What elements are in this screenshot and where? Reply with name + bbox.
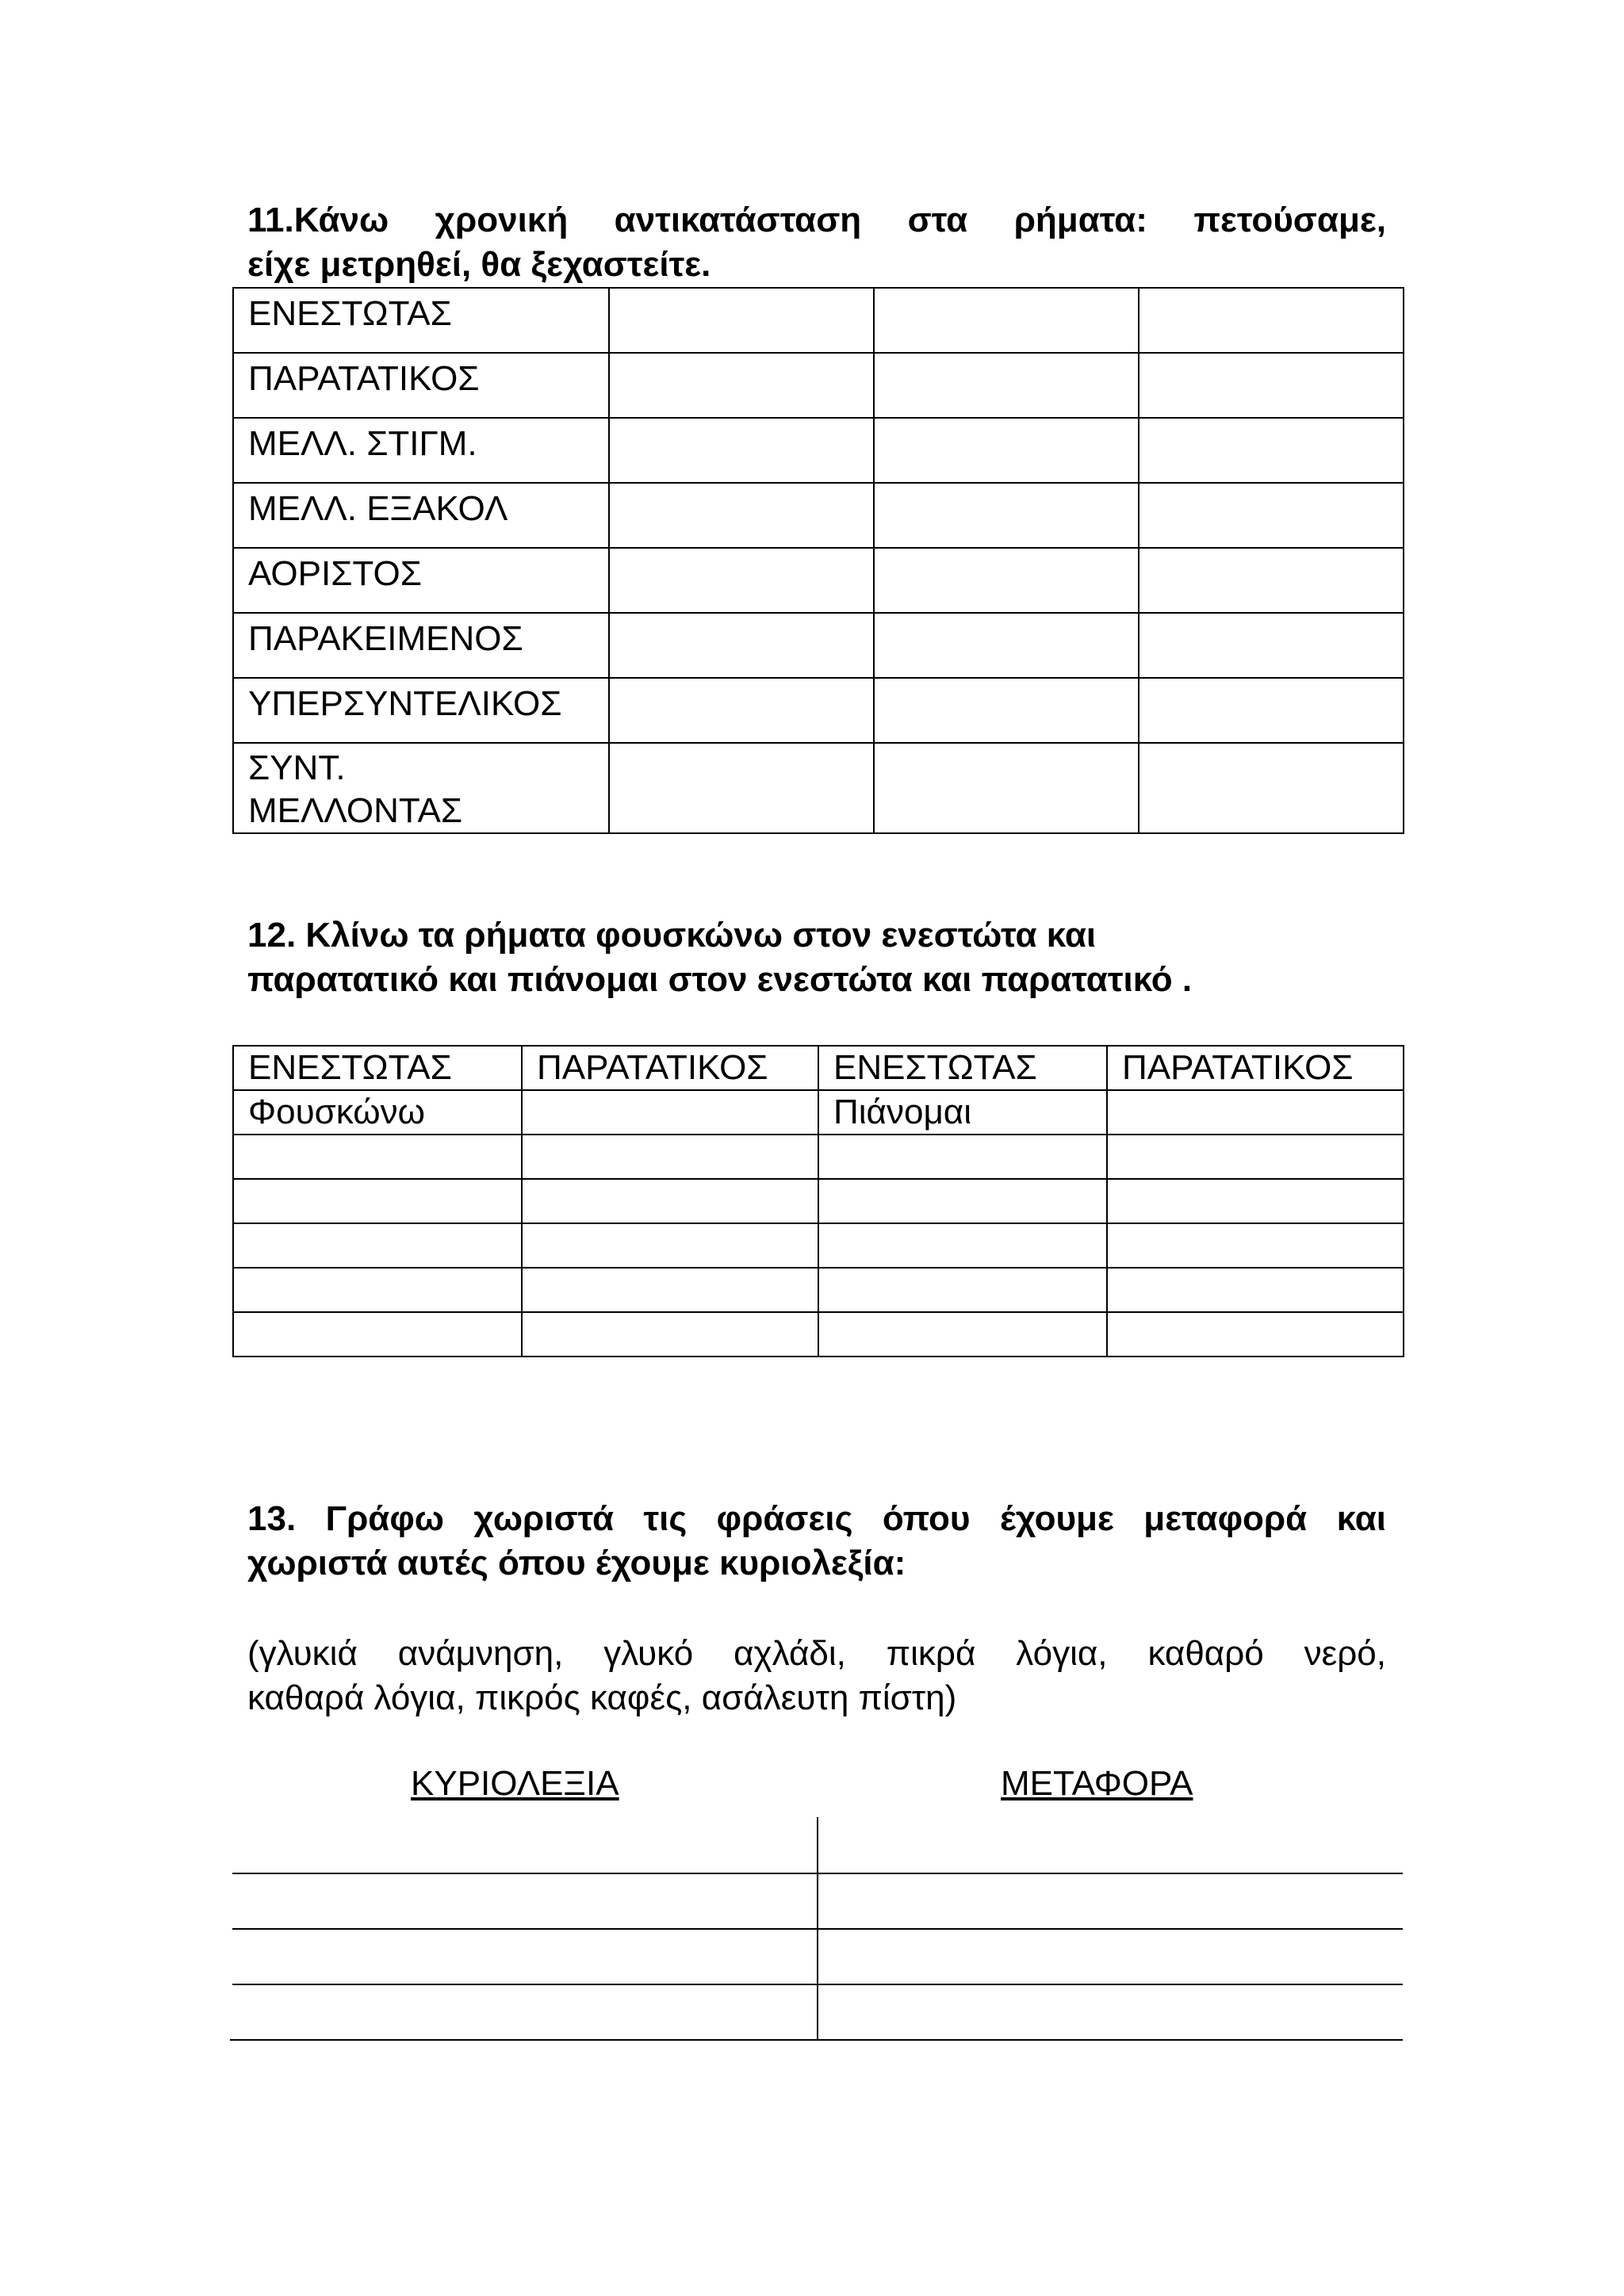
answer-cell[interactable] [1139, 613, 1404, 678]
metaphor-column-label: ΜΕΤΑΦΟΡΑ [1001, 1764, 1193, 1803]
table-row [233, 743, 1404, 833]
question-13-heading-line2: χωριστά αυτές όπου έχουμε κυριολεξία: [247, 1544, 906, 1582]
answer-cell[interactable] [874, 613, 1139, 678]
table-row [233, 1268, 1404, 1312]
answer-cell[interactable] [818, 1135, 1107, 1179]
column-header: ΕΝΕΣΤΩΤΑΣ [818, 1046, 1107, 1090]
answer-cell[interactable] [1139, 548, 1404, 613]
answer-cell[interactable] [1139, 678, 1404, 743]
question-11-heading-line2: είχε μετρηθεί, θα ξεχαστείτε. [247, 245, 711, 284]
answer-cell[interactable] [1139, 288, 1404, 353]
answer-cell[interactable] [1107, 1223, 1404, 1268]
table-row [233, 678, 1404, 743]
phrases-line2: καθαρά λόγια, πικρός καφές, ασάλευτη πίστη) [247, 1678, 957, 1717]
row-label: ΠΑΡΑΤΑΤΙΚΟΣ [233, 353, 609, 418]
question-11-heading [247, 198, 1386, 287]
row-label: ΥΠΕΡΣΥΝΤΕΛΙΚΟΣ [233, 678, 609, 743]
answer-cell[interactable] [522, 1179, 818, 1223]
question-13-heading [247, 1497, 1386, 1586]
answer-line[interactable] [230, 2039, 1403, 2041]
table-row [233, 418, 1404, 483]
answer-cell[interactable] [874, 743, 1139, 833]
question-13-heading-line1: 13. Γράφω χωριστά τις φράσεις όπου έχουμε μεταφορά και [247, 1499, 1386, 1538]
row-label-line2: ΜΕΛΛΟΝΤΑΣ [248, 791, 463, 830]
answer-cell[interactable] [609, 743, 874, 833]
phrases-paragraph [247, 1632, 1386, 1720]
conjugation-table [232, 1045, 1404, 1357]
table-row [233, 1179, 1404, 1223]
question-12-heading-line1: 12. Κλίνω τα ρήματα φουσκώνω στον ενεστώτα και [247, 916, 1097, 955]
answer-line[interactable] [232, 1984, 1403, 1985]
table-row [233, 613, 1404, 678]
answer-cell[interactable] [522, 1223, 818, 1268]
literal-column-label: ΚΥΡΙΟΛΕΞΙΑ [411, 1764, 619, 1803]
answer-cell[interactable] [1139, 418, 1404, 483]
answer-cell[interactable] [522, 1268, 818, 1312]
column-header: ΕΝΕΣΤΩΤΑΣ [233, 1046, 522, 1090]
answer-cell[interactable] [522, 1135, 818, 1179]
table-row [233, 353, 1404, 418]
answer-cell[interactable] [233, 1135, 522, 1179]
table-row [233, 1090, 1404, 1135]
row-label: ΑΟΡΙΣΤΟΣ [233, 548, 609, 613]
row-label: ΜΕΛΛ. ΣΤΙΓΜ. [233, 418, 609, 483]
row-label [233, 743, 609, 833]
table-row [233, 483, 1404, 548]
table-row [233, 288, 1404, 353]
row-label-line1: ΣΥΝΤ. [248, 748, 346, 787]
table-header-row [233, 1046, 1404, 1090]
answer-cell[interactable] [1107, 1135, 1404, 1179]
question-11-heading-line1: 11.Κάνω χρονική αντικατάσταση στα ρήματα: πετούσαμε, [247, 201, 1386, 239]
answer-cell[interactable] [874, 418, 1139, 483]
answer-cell[interactable] [1139, 743, 1404, 833]
answer-cell[interactable] [818, 1223, 1107, 1268]
table-cell: Φουσκώνω [233, 1090, 522, 1135]
question-12-heading-line2: παρατατικό και πιάνομαι στον ενεστώτα και παρατατικό . [247, 960, 1193, 999]
answer-cell[interactable] [1139, 353, 1404, 418]
answer-cell[interactable] [233, 1268, 522, 1312]
answer-cell[interactable] [818, 1268, 1107, 1312]
answer-cell[interactable] [874, 548, 1139, 613]
table-cell: Πιάνομαι [818, 1090, 1107, 1135]
answer-cell[interactable] [818, 1312, 1107, 1357]
answer-cell[interactable] [874, 288, 1139, 353]
row-label: ΕΝΕΣΤΩΤΑΣ [233, 288, 609, 353]
answer-cell[interactable] [609, 418, 874, 483]
answer-cell[interactable] [1139, 483, 1404, 548]
answer-cell[interactable] [1107, 1268, 1404, 1312]
answer-cell[interactable] [609, 548, 874, 613]
answer-cell[interactable] [1107, 1312, 1404, 1357]
answer-cell[interactable] [522, 1090, 818, 1135]
answer-cell[interactable] [874, 678, 1139, 743]
table-row [233, 548, 1404, 613]
answer-cell[interactable] [522, 1312, 818, 1357]
table-row [233, 1312, 1404, 1357]
table-row [233, 1223, 1404, 1268]
answer-cell[interactable] [1107, 1179, 1404, 1223]
answer-cell[interactable] [609, 353, 874, 418]
row-label: ΠΑΡΑΚΕΙΜΕΝΟΣ [233, 613, 609, 678]
tense-table [232, 287, 1404, 834]
phrases-line1: (γλυκιά ανάμνηση, γλυκό αχλάδι, πικρά λόγια, καθαρό νερό, [247, 1634, 1386, 1673]
column-header: ΠΑΡΑΤΑΤΙΚΟΣ [522, 1046, 818, 1090]
row-label: ΜΕΛΛ. ΕΞΑΚΟΛ [233, 483, 609, 548]
answer-cell[interactable] [818, 1179, 1107, 1223]
question-12-heading [247, 913, 1386, 1002]
answer-cell[interactable] [874, 483, 1139, 548]
answer-cell[interactable] [609, 288, 874, 353]
answer-line[interactable] [232, 1928, 1403, 1930]
table-row [233, 1135, 1404, 1179]
answer-cell[interactable] [874, 353, 1139, 418]
answer-cell[interactable] [609, 483, 874, 548]
answer-cell[interactable] [233, 1312, 522, 1357]
answer-cell[interactable] [233, 1179, 522, 1223]
column-header: ΠΑΡΑΤΑΤΙΚΟΣ [1107, 1046, 1404, 1090]
answer-cell[interactable] [233, 1223, 522, 1268]
answer-cell[interactable] [609, 613, 874, 678]
answer-cell[interactable] [609, 678, 874, 743]
answer-cell[interactable] [1107, 1090, 1404, 1135]
answer-line[interactable] [232, 1873, 1403, 1874]
